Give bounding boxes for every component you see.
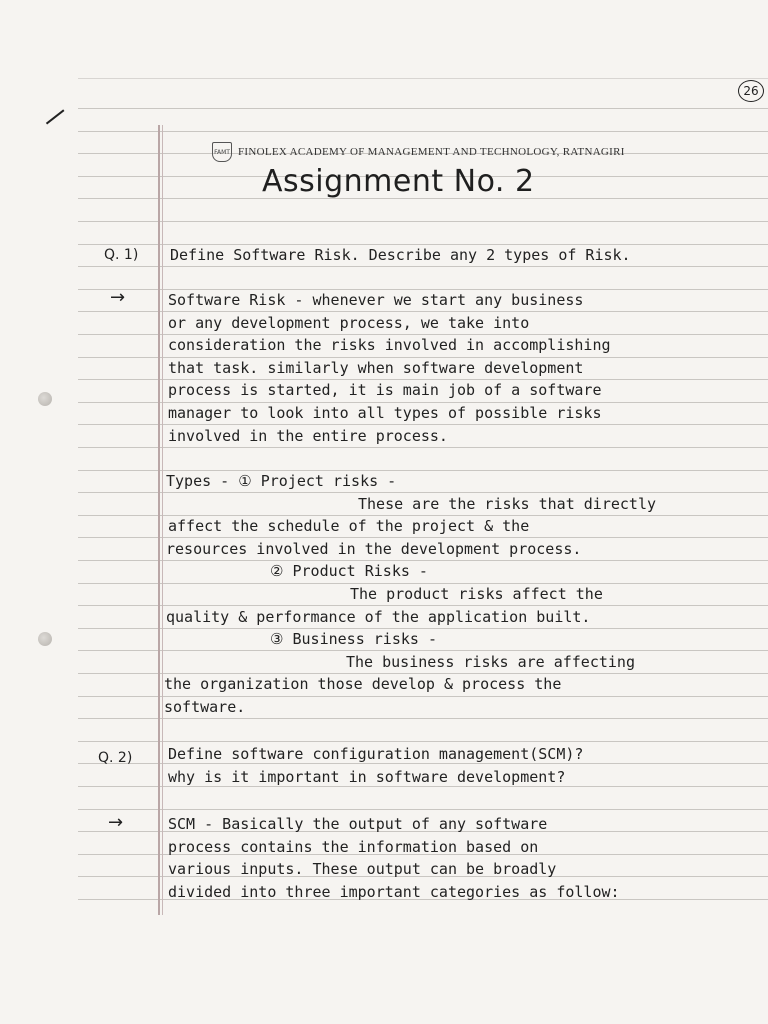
text-line: process contains the information based on xyxy=(168,837,539,856)
q2-label: Q. 2) xyxy=(98,750,133,766)
ruled-line xyxy=(78,809,768,810)
margin-line xyxy=(158,125,160,915)
ruled-line xyxy=(78,334,768,335)
ruled-line xyxy=(78,650,768,651)
text-line: why is it important in software development? xyxy=(168,767,566,786)
ruled-line xyxy=(78,447,768,448)
text-line: the organization those develop & process the xyxy=(164,675,562,694)
institution-name: FINOLEX ACADEMY OF MANAGEMENT AND TECHNOLOGY, RATNAGIRI xyxy=(238,146,625,158)
ruled-line xyxy=(78,560,768,561)
text-line: SCM - Basically the output of any software xyxy=(168,815,548,833)
text-line: affect the schedule of the project & the xyxy=(168,517,530,536)
ruled-line xyxy=(78,718,768,719)
text-line: Define software configuration management(SCM)? xyxy=(168,745,584,763)
text-line: divided into three important categories as follow: xyxy=(168,882,620,901)
arrow-icon: → xyxy=(110,287,126,308)
ruled-line xyxy=(78,221,768,222)
ruled-line xyxy=(78,289,768,290)
ruled-line xyxy=(78,424,768,425)
punch-hole xyxy=(38,392,52,406)
text-line: ③ Business risks - xyxy=(270,630,437,649)
margin-line-inner xyxy=(162,125,163,915)
text-line: software. xyxy=(164,698,246,716)
ruled-line xyxy=(78,583,768,584)
ruled-line xyxy=(78,605,768,606)
ruled-line xyxy=(78,402,768,403)
text-line: These are the risks that directly xyxy=(358,494,657,513)
text-line: Types - ① Project risks - xyxy=(166,472,397,490)
ruled-line xyxy=(78,628,768,629)
text-line: involved in the entire process. xyxy=(168,426,448,445)
ruled-line xyxy=(78,379,768,380)
text-line: quality & performance of the application built. xyxy=(166,607,591,626)
text-line: or any development process, we take into xyxy=(168,313,530,332)
ruled-line xyxy=(78,266,768,267)
text-line: Software Risk - whenever we start any business xyxy=(168,291,584,309)
ruled-line xyxy=(78,673,768,674)
institution-header xyxy=(212,142,625,162)
page-title: Assignment No. 2 xyxy=(262,164,535,199)
tick-mark xyxy=(46,109,64,124)
text-line: various inputs. These output can be broadly xyxy=(168,860,557,879)
ruled-line xyxy=(78,470,768,471)
ruled-line xyxy=(78,108,768,109)
text-line: that task. similarly when software development xyxy=(168,358,584,377)
ruled-line xyxy=(78,244,768,245)
q1-label: Q. 1) xyxy=(104,247,139,263)
text-line: process is started, it is main job of a software xyxy=(168,381,602,400)
text-line: The business risks are affecting xyxy=(346,652,635,671)
top-rule xyxy=(78,78,768,79)
text-line: The product risks affect the xyxy=(350,585,603,603)
punch-hole xyxy=(38,632,52,646)
institution-logo-icon: FAMT xyxy=(212,142,232,162)
ruled-line xyxy=(78,131,768,132)
page-number: 26 xyxy=(738,80,764,102)
arrow-icon: → xyxy=(108,812,124,833)
ruled-line xyxy=(78,311,768,312)
ruled-line xyxy=(78,515,768,516)
ruled-line xyxy=(78,696,768,697)
ruled-line xyxy=(78,786,768,787)
ruled-line xyxy=(78,492,768,493)
ruled-line xyxy=(78,537,768,538)
text-line: consideration the risks involved in accomplishing xyxy=(168,336,611,355)
text-line: ② Product Risks - xyxy=(270,562,428,581)
q1-question: Define Software Risk. Describe any 2 types of Risk. xyxy=(170,246,631,264)
ruled-line xyxy=(78,741,768,742)
text-line: resources involved in the development process. xyxy=(166,539,582,558)
text-line: manager to look into all types of possible risks xyxy=(168,404,602,422)
ruled-line xyxy=(78,763,768,764)
